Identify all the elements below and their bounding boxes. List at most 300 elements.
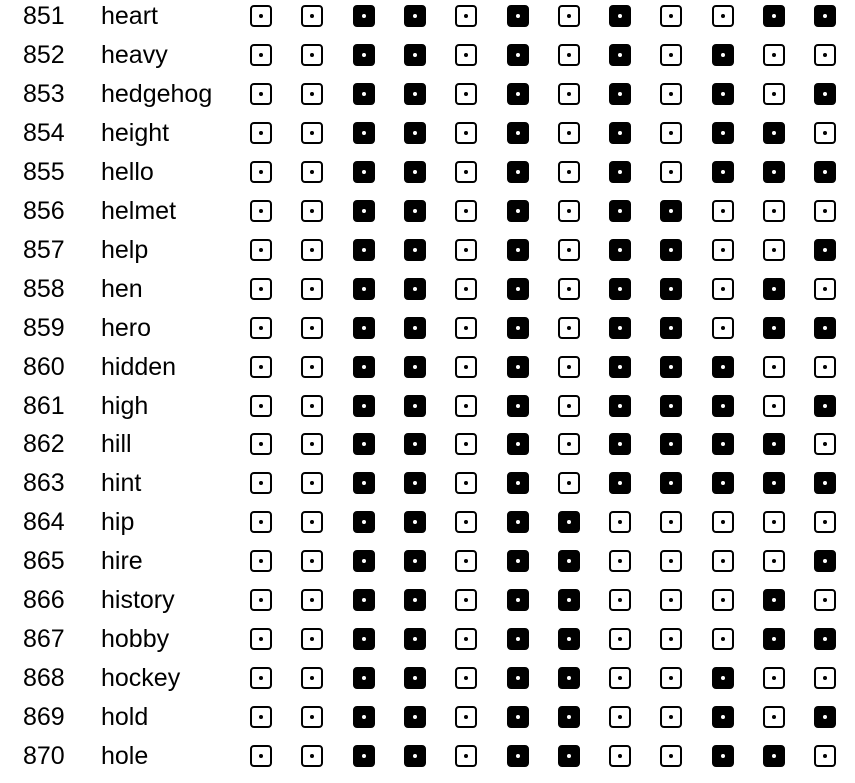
row-number: 861 <box>23 391 65 420</box>
empty-box-icon <box>712 628 734 650</box>
filled-box-icon <box>712 667 734 689</box>
filled-box-icon <box>404 44 426 66</box>
table-row <box>0 156 855 195</box>
empty-box-icon <box>250 278 272 300</box>
filled-box-icon <box>814 472 836 494</box>
filled-box-icon <box>507 433 529 455</box>
empty-box-icon <box>814 745 836 767</box>
filled-box-icon <box>609 83 631 105</box>
empty-box-icon <box>609 589 631 611</box>
filled-box-icon <box>558 706 580 728</box>
row-word: hip <box>101 508 135 537</box>
table-row <box>0 78 855 117</box>
filled-box-icon <box>404 395 426 417</box>
row-word: hold <box>101 703 149 732</box>
row-number: 867 <box>23 625 65 654</box>
filled-box-icon <box>814 317 836 339</box>
filled-box-icon <box>353 83 375 105</box>
empty-box-icon <box>609 706 631 728</box>
filled-box-icon <box>507 278 529 300</box>
filled-box-icon <box>609 472 631 494</box>
table-row <box>0 623 855 662</box>
filled-box-icon <box>507 628 529 650</box>
empty-box-icon <box>250 200 272 222</box>
table-row <box>0 545 855 584</box>
filled-box-icon <box>507 161 529 183</box>
filled-box-icon <box>353 589 375 611</box>
empty-box-icon <box>455 706 477 728</box>
empty-box-icon <box>301 356 323 378</box>
filled-box-icon <box>404 356 426 378</box>
row-number: 869 <box>23 703 65 732</box>
empty-box-icon <box>660 122 682 144</box>
filled-box-icon <box>814 83 836 105</box>
filled-box-icon <box>763 472 785 494</box>
filled-box-icon <box>763 278 785 300</box>
row-word: hero <box>101 313 152 342</box>
row-word: hedgehog <box>101 79 213 108</box>
empty-box-icon <box>609 628 631 650</box>
empty-box-icon <box>558 161 580 183</box>
row-number: 856 <box>23 196 65 225</box>
filled-box-icon <box>353 200 375 222</box>
empty-box-icon <box>763 395 785 417</box>
filled-box-icon <box>660 200 682 222</box>
empty-box-icon <box>250 472 272 494</box>
filled-box-icon <box>763 5 785 27</box>
filled-box-icon <box>609 200 631 222</box>
filled-box-icon <box>660 395 682 417</box>
filled-box-icon <box>353 317 375 339</box>
empty-box-icon <box>712 200 734 222</box>
filled-box-icon <box>507 472 529 494</box>
filled-box-icon <box>404 706 426 728</box>
empty-box-icon <box>558 239 580 261</box>
filled-box-icon <box>660 433 682 455</box>
row-number: 866 <box>23 586 65 615</box>
filled-box-icon <box>507 317 529 339</box>
empty-box-icon <box>455 550 477 572</box>
filled-box-icon <box>353 356 375 378</box>
filled-box-icon <box>558 745 580 767</box>
row-word: hen <box>101 274 143 303</box>
empty-box-icon <box>660 44 682 66</box>
empty-box-icon <box>250 550 272 572</box>
filled-box-icon <box>609 239 631 261</box>
filled-box-icon <box>712 44 734 66</box>
empty-box-icon <box>250 589 272 611</box>
empty-box-icon <box>455 628 477 650</box>
empty-box-icon <box>763 44 785 66</box>
row-word: help <box>101 235 149 264</box>
empty-box-icon <box>558 5 580 27</box>
row-word: hidden <box>101 352 177 381</box>
filled-box-icon <box>660 472 682 494</box>
row-word: height <box>101 118 170 147</box>
row-number: 851 <box>23 2 65 30</box>
empty-box-icon <box>660 161 682 183</box>
empty-box-icon <box>558 278 580 300</box>
empty-box-icon <box>455 122 477 144</box>
empty-box-icon <box>455 745 477 767</box>
empty-box-icon <box>558 122 580 144</box>
empty-box-icon <box>301 550 323 572</box>
filled-box-icon <box>814 239 836 261</box>
empty-box-icon <box>301 472 323 494</box>
empty-box-icon <box>712 239 734 261</box>
empty-box-icon <box>455 200 477 222</box>
empty-box-icon <box>455 317 477 339</box>
row-number: 859 <box>23 313 65 342</box>
row-word: hobby <box>101 625 170 654</box>
empty-box-icon <box>250 161 272 183</box>
empty-box-icon <box>712 589 734 611</box>
filled-box-icon <box>404 472 426 494</box>
filled-box-icon <box>558 667 580 689</box>
row-number: 863 <box>23 469 65 498</box>
empty-box-icon <box>814 278 836 300</box>
filled-box-icon <box>507 706 529 728</box>
filled-box-icon <box>712 395 734 417</box>
filled-box-icon <box>507 239 529 261</box>
empty-box-icon <box>660 628 682 650</box>
filled-box-icon <box>353 395 375 417</box>
empty-box-icon <box>250 433 272 455</box>
empty-box-icon <box>763 667 785 689</box>
filled-box-icon <box>507 511 529 533</box>
empty-box-icon <box>455 395 477 417</box>
empty-box-icon <box>558 472 580 494</box>
empty-box-icon <box>763 239 785 261</box>
empty-box-icon <box>250 356 272 378</box>
row-number: 865 <box>23 547 65 576</box>
empty-box-icon <box>660 589 682 611</box>
filled-box-icon <box>404 745 426 767</box>
empty-box-icon <box>301 433 323 455</box>
empty-box-icon <box>712 317 734 339</box>
filled-box-icon <box>404 550 426 572</box>
empty-box-icon <box>455 356 477 378</box>
empty-box-icon <box>455 667 477 689</box>
filled-box-icon <box>763 433 785 455</box>
empty-box-icon <box>712 5 734 27</box>
empty-box-icon <box>558 83 580 105</box>
filled-box-icon <box>353 667 375 689</box>
filled-box-icon <box>507 200 529 222</box>
empty-box-icon <box>660 550 682 572</box>
empty-box-icon <box>763 356 785 378</box>
filled-box-icon <box>660 278 682 300</box>
filled-box-icon <box>507 44 529 66</box>
empty-box-icon <box>455 433 477 455</box>
filled-box-icon <box>660 356 682 378</box>
filled-box-icon <box>507 5 529 27</box>
filled-box-icon <box>404 83 426 105</box>
filled-box-icon <box>353 161 375 183</box>
filled-box-icon <box>763 589 785 611</box>
filled-box-icon <box>404 667 426 689</box>
filled-box-icon <box>507 589 529 611</box>
empty-box-icon <box>712 511 734 533</box>
empty-box-icon <box>609 511 631 533</box>
empty-box-icon <box>558 200 580 222</box>
empty-box-icon <box>763 706 785 728</box>
filled-box-icon <box>814 550 836 572</box>
empty-box-icon <box>301 745 323 767</box>
empty-box-icon <box>660 5 682 27</box>
filled-box-icon <box>353 44 375 66</box>
filled-box-icon <box>609 433 631 455</box>
filled-box-icon <box>404 589 426 611</box>
empty-box-icon <box>814 589 836 611</box>
empty-box-icon <box>301 83 323 105</box>
filled-box-icon <box>712 83 734 105</box>
empty-box-icon <box>301 239 323 261</box>
row-word: hello <box>101 157 154 186</box>
row-number: 857 <box>23 235 65 264</box>
filled-box-icon <box>609 122 631 144</box>
empty-box-icon <box>763 550 785 572</box>
empty-box-icon <box>814 44 836 66</box>
empty-box-icon <box>301 122 323 144</box>
table-row <box>0 701 855 740</box>
filled-box-icon <box>507 122 529 144</box>
row-number: 870 <box>23 742 65 771</box>
row-word: high <box>101 391 149 420</box>
filled-box-icon <box>814 161 836 183</box>
row-word: hockey <box>101 664 181 693</box>
filled-box-icon <box>712 745 734 767</box>
row-number: 853 <box>23 79 65 108</box>
filled-box-icon <box>712 433 734 455</box>
filled-box-icon <box>763 122 785 144</box>
filled-box-icon <box>353 278 375 300</box>
empty-box-icon <box>250 745 272 767</box>
row-word: hint <box>101 469 142 498</box>
table-row <box>0 740 855 779</box>
empty-box-icon <box>660 745 682 767</box>
row-number: 868 <box>23 664 65 693</box>
filled-box-icon <box>558 550 580 572</box>
filled-box-icon <box>353 122 375 144</box>
empty-box-icon <box>558 356 580 378</box>
filled-box-icon <box>353 628 375 650</box>
filled-box-icon <box>609 5 631 27</box>
table-row <box>0 39 855 78</box>
empty-box-icon <box>301 317 323 339</box>
filled-box-icon <box>712 161 734 183</box>
filled-box-icon <box>814 628 836 650</box>
table-row <box>0 117 855 156</box>
filled-box-icon <box>353 433 375 455</box>
empty-box-icon <box>455 278 477 300</box>
empty-box-icon <box>660 511 682 533</box>
filled-box-icon <box>404 161 426 183</box>
table-row <box>0 467 855 506</box>
empty-box-icon <box>814 511 836 533</box>
empty-box-icon <box>814 200 836 222</box>
empty-box-icon <box>455 511 477 533</box>
empty-box-icon <box>609 550 631 572</box>
empty-box-icon <box>301 44 323 66</box>
empty-box-icon <box>250 83 272 105</box>
table-row <box>0 312 855 351</box>
filled-box-icon <box>609 161 631 183</box>
empty-box-icon <box>712 278 734 300</box>
row-number: 858 <box>23 274 65 303</box>
filled-box-icon <box>814 706 836 728</box>
empty-box-icon <box>301 667 323 689</box>
empty-box-icon <box>660 706 682 728</box>
empty-box-icon <box>558 317 580 339</box>
filled-box-icon <box>609 356 631 378</box>
filled-box-icon <box>814 395 836 417</box>
filled-box-icon <box>404 239 426 261</box>
empty-box-icon <box>660 83 682 105</box>
filled-box-icon <box>353 706 375 728</box>
row-number: 864 <box>23 508 65 537</box>
empty-box-icon <box>250 706 272 728</box>
table-row <box>0 0 855 39</box>
row-word: helmet <box>101 196 177 225</box>
filled-box-icon <box>353 550 375 572</box>
empty-box-icon <box>250 511 272 533</box>
empty-box-icon <box>814 433 836 455</box>
filled-box-icon <box>404 433 426 455</box>
empty-box-icon <box>301 200 323 222</box>
empty-box-icon <box>301 589 323 611</box>
filled-box-icon <box>558 628 580 650</box>
empty-box-icon <box>455 472 477 494</box>
row-word: heart <box>101 2 158 30</box>
filled-box-icon <box>353 5 375 27</box>
table-row <box>0 662 855 701</box>
empty-box-icon <box>455 161 477 183</box>
row-word: hire <box>101 547 143 576</box>
empty-box-icon <box>301 161 323 183</box>
empty-box-icon <box>301 628 323 650</box>
filled-box-icon <box>558 511 580 533</box>
filled-box-icon <box>609 278 631 300</box>
filled-box-icon <box>404 278 426 300</box>
filled-box-icon <box>404 511 426 533</box>
empty-box-icon <box>250 317 272 339</box>
row-number: 852 <box>23 40 65 69</box>
filled-box-icon <box>609 317 631 339</box>
empty-box-icon <box>660 667 682 689</box>
row-word: hill <box>101 430 132 459</box>
filled-box-icon <box>507 356 529 378</box>
table-row <box>0 506 855 545</box>
filled-box-icon <box>763 745 785 767</box>
empty-box-icon <box>250 122 272 144</box>
empty-box-icon <box>814 667 836 689</box>
filled-box-icon <box>712 706 734 728</box>
empty-box-icon <box>250 395 272 417</box>
filled-box-icon <box>558 589 580 611</box>
empty-box-icon <box>301 278 323 300</box>
table-row <box>0 351 855 390</box>
empty-box-icon <box>763 511 785 533</box>
empty-box-icon <box>558 433 580 455</box>
table-row <box>0 428 855 467</box>
filled-box-icon <box>353 239 375 261</box>
empty-box-icon <box>250 628 272 650</box>
empty-box-icon <box>250 44 272 66</box>
filled-box-icon <box>660 239 682 261</box>
filled-box-icon <box>712 472 734 494</box>
empty-box-icon <box>455 5 477 27</box>
empty-box-icon <box>763 200 785 222</box>
filled-box-icon <box>660 317 682 339</box>
filled-box-icon <box>763 317 785 339</box>
row-number: 854 <box>23 118 65 147</box>
empty-box-icon <box>250 239 272 261</box>
empty-box-icon <box>455 83 477 105</box>
empty-box-icon <box>558 44 580 66</box>
filled-box-icon <box>353 745 375 767</box>
empty-box-icon <box>455 44 477 66</box>
table-row <box>0 234 855 273</box>
empty-box-icon <box>250 667 272 689</box>
filled-box-icon <box>763 628 785 650</box>
empty-box-icon <box>301 706 323 728</box>
filled-box-icon <box>507 745 529 767</box>
empty-box-icon <box>763 83 785 105</box>
filled-box-icon <box>609 395 631 417</box>
filled-box-icon <box>404 5 426 27</box>
empty-box-icon <box>455 239 477 261</box>
empty-box-icon <box>301 5 323 27</box>
empty-box-icon <box>609 667 631 689</box>
empty-box-icon <box>250 5 272 27</box>
filled-box-icon <box>763 161 785 183</box>
row-word: history <box>101 586 175 615</box>
table-row <box>0 273 855 312</box>
filled-box-icon <box>507 667 529 689</box>
row-number: 862 <box>23 430 65 459</box>
empty-box-icon <box>814 122 836 144</box>
filled-box-icon <box>353 511 375 533</box>
filled-box-icon <box>507 550 529 572</box>
table-row <box>0 195 855 234</box>
table-row <box>0 390 855 429</box>
filled-box-icon <box>507 395 529 417</box>
filled-box-icon <box>353 472 375 494</box>
row-number: 855 <box>23 157 65 186</box>
filled-box-icon <box>814 5 836 27</box>
filled-box-icon <box>609 44 631 66</box>
empty-box-icon <box>455 589 477 611</box>
filled-box-icon <box>404 122 426 144</box>
filled-box-icon <box>404 317 426 339</box>
filled-box-icon <box>404 200 426 222</box>
empty-box-icon <box>712 550 734 572</box>
row-word: heavy <box>101 40 168 69</box>
empty-box-icon <box>301 395 323 417</box>
table-row <box>0 584 855 623</box>
empty-box-icon <box>301 511 323 533</box>
row-number: 860 <box>23 352 65 381</box>
row-word: hole <box>101 742 149 771</box>
empty-box-icon <box>609 745 631 767</box>
filled-box-icon <box>507 83 529 105</box>
filled-box-icon <box>712 122 734 144</box>
filled-box-icon <box>712 356 734 378</box>
empty-box-icon <box>558 395 580 417</box>
filled-box-icon <box>404 628 426 650</box>
empty-box-icon <box>814 356 836 378</box>
